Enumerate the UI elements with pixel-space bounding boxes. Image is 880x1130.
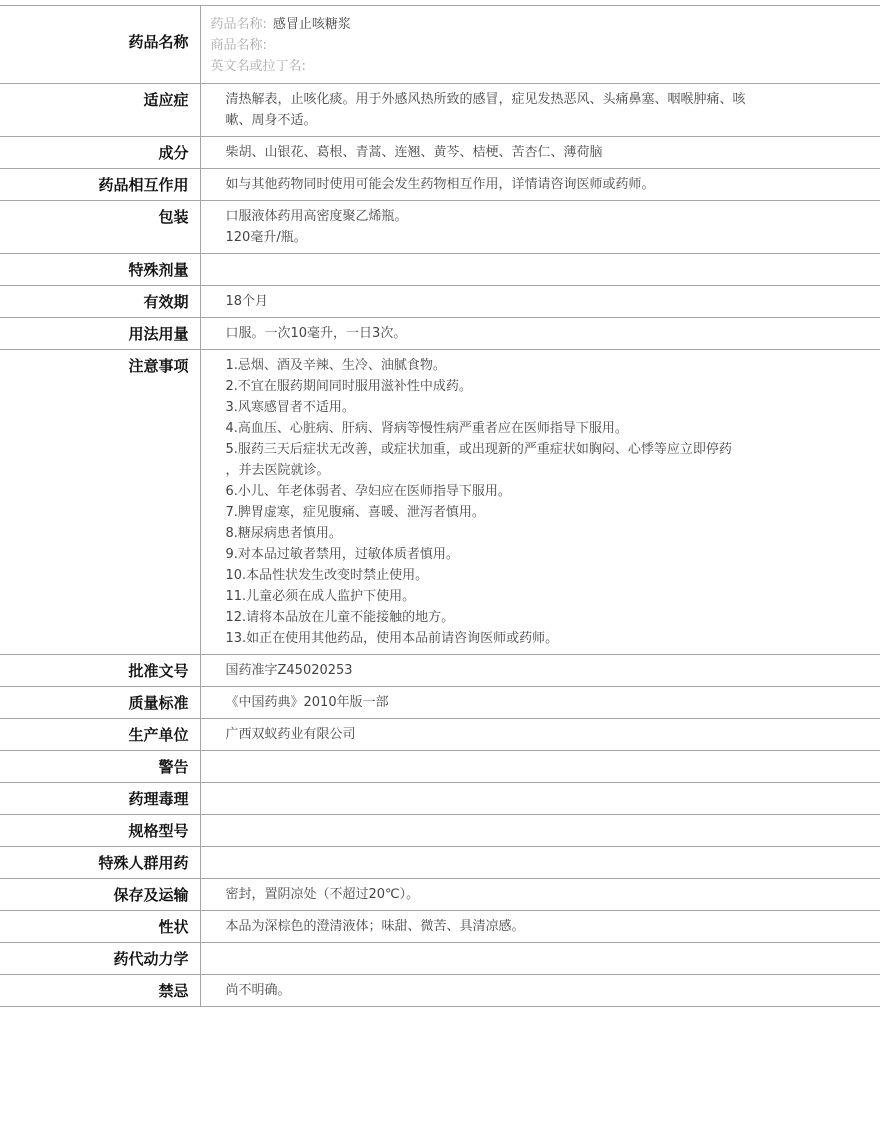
row-indications <box>0 84 880 137</box>
manufacturer-label: 生产单位 <box>0 719 200 751</box>
appearance-label: 性状 <box>0 911 200 943</box>
row-warning <box>0 751 880 783</box>
precaution-item: 11.儿童必须在成人监护下使用。 <box>225 589 416 604</box>
row-interactions <box>0 169 880 201</box>
contraindications-label: 禁忌 <box>0 975 200 1007</box>
drug-spec-table <box>0 5 880 1007</box>
row-ingredients <box>0 137 880 169</box>
special-dosage-label: 特殊剂量 <box>0 254 200 286</box>
drug-name-label: 药品名称 <box>0 6 200 84</box>
precaution-item: 6.小儿、年老体弱者、孕妇应在医师指导下服用。 <box>225 484 511 499</box>
trade-name-label: 商品名称: <box>210 38 267 53</box>
precaution-item: 10.本品性状发生改变时禁止使用。 <box>225 568 429 583</box>
row-shelf-life <box>0 286 880 318</box>
special-dosage-value <box>200 254 880 286</box>
row-pharmacology <box>0 783 880 815</box>
precaution-item: 13.如正在使用其他药品，使用本品前请咨询医师或药师。 <box>225 631 559 646</box>
contraindications-value: 尚不明确。 <box>225 983 291 998</box>
row-pharmacokinetics <box>0 943 880 975</box>
quality-standard-value: 《中国药典》2010年版一部 <box>225 695 389 710</box>
precaution-item: 3.风寒感冒者不适用。 <box>225 400 355 415</box>
generic-name-value: 感冒止咳糖浆 <box>272 17 351 32</box>
dosage-label: 用法用量 <box>0 318 200 350</box>
row-precautions <box>0 350 880 655</box>
special-populations-value <box>200 847 880 879</box>
storage-label: 保存及运输 <box>0 879 200 911</box>
manufacturer-value: 广西双蚁药业有限公司 <box>225 727 356 742</box>
precautions-value <box>200 350 880 655</box>
dosage-value: 口服。一次10毫升，一日3次。 <box>225 326 407 341</box>
ingredients-value: 柴胡、山银花、葛根、青蒿、连翘、黄芩、桔梗、苦杏仁、薄荷脑 <box>225 145 603 160</box>
row-specification <box>0 815 880 847</box>
ingredients-label: 成分 <box>0 137 200 169</box>
row-storage <box>0 879 880 911</box>
interactions-label: 药品相互作用 <box>0 169 200 201</box>
specification-label: 规格型号 <box>0 815 200 847</box>
indications-value: 清热解表，止咳化痰。用于外感风热所致的感冒，症见发热恶风、头痛鼻塞、咽喉肿痛、咳 嗽、周身不适。 <box>225 92 746 128</box>
row-manufacturer <box>0 719 880 751</box>
precaution-item: 7.脾胃虚寒，症见腹痛、喜暖、泄泻者慎用。 <box>225 505 485 520</box>
english-name-label: 英文名或拉丁名: <box>210 59 306 74</box>
pharmacokinetics-value <box>200 943 880 975</box>
specification-value <box>200 815 880 847</box>
row-packaging <box>0 201 880 254</box>
precaution-item: ，并去医院就诊。 <box>225 463 330 478</box>
precaution-item: 4.高血压、心脏病、肝病、肾病等慢性病严重者应在医师指导下服用。 <box>225 421 628 436</box>
row-dosage <box>0 318 880 350</box>
shelf-life-label: 有效期 <box>0 286 200 318</box>
pharmacology-label: 药理毒理 <box>0 783 200 815</box>
drug-name-value <box>200 6 880 84</box>
row-special-dosage <box>0 254 880 286</box>
warning-value <box>200 751 880 783</box>
precautions-label: 注意事项 <box>0 350 200 655</box>
pharmacokinetics-label: 药代动力学 <box>0 943 200 975</box>
row-quality-standard <box>0 687 880 719</box>
precaution-item: 12.请将本品放在儿童不能接触的地方。 <box>225 610 455 625</box>
precaution-item: 8.糖尿病患者慎用。 <box>225 526 342 541</box>
precaution-item: 1.忌烟、酒及辛辣、生冷、油腻食物。 <box>225 358 446 373</box>
appearance-value: 本品为深棕色的澄清液体；味甜、微苦、具清凉感。 <box>225 919 525 934</box>
packaging-value: 口服液体药用高密度聚乙烯瓶。 120毫升/瓶。 <box>225 209 408 245</box>
warning-label: 警告 <box>0 751 200 783</box>
indications-label: 适应症 <box>0 84 200 137</box>
storage-value: 密封，置阴凉处（不超过20℃）。 <box>225 887 420 902</box>
row-special-populations <box>0 847 880 879</box>
shelf-life-value: 18个月 <box>225 294 269 309</box>
precaution-item: 9.对本品过敏者禁用，过敏体质者慎用。 <box>225 547 459 562</box>
packaging-label: 包装 <box>0 201 200 254</box>
interactions-value: 如与其他药物同时使用可能会发生药物相互作用，详情请咨询医师或药师。 <box>225 177 655 192</box>
precaution-item: 2.不宜在服药期间同时服用滋补性中成药。 <box>225 379 472 394</box>
pharmacology-value <box>200 783 880 815</box>
row-appearance <box>0 911 880 943</box>
approval-number-label: 批准文号 <box>0 655 200 687</box>
approval-number-value: 国药准字Z45020253 <box>225 663 353 678</box>
row-contraindications <box>0 975 880 1007</box>
row-approval-number <box>0 655 880 687</box>
row-drug-name <box>0 6 880 84</box>
generic-name-label: 药品名称: <box>210 17 267 32</box>
precaution-item: 5.服药三天后症状无改善，或症状加重，或出现新的严重症状如胸闷、心悸等应立即停药 <box>225 442 732 457</box>
quality-standard-label: 质量标准 <box>0 687 200 719</box>
special-populations-label: 特殊人群用药 <box>0 847 200 879</box>
